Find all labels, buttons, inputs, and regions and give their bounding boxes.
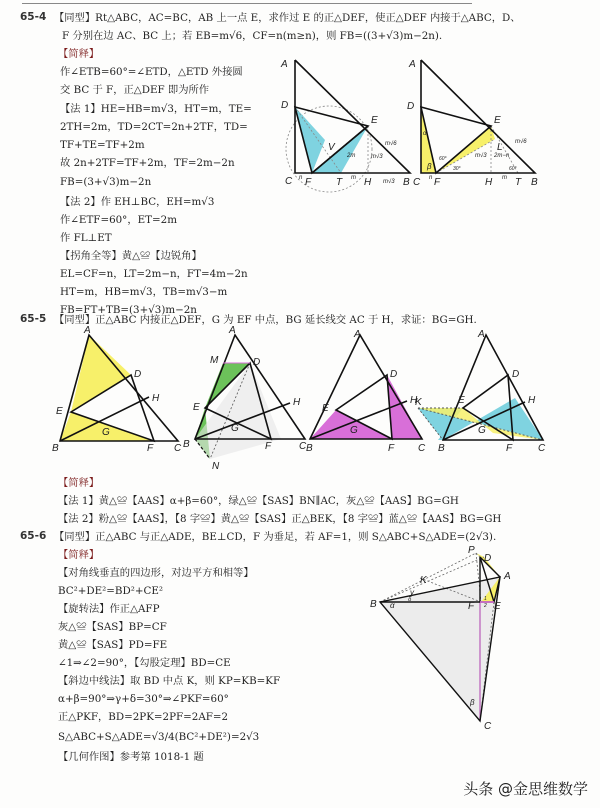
solution-line: 【法 1】黄△≌【AAS】α+β=60°，绿△≌【SAS】BN∥AC，灰△≌【AAS】BG=GH	[58, 495, 459, 507]
solution-line: 灰△≌【SAS】BP=CF	[58, 621, 167, 633]
svg-text:F: F	[388, 443, 395, 454]
svg-text:C: C	[418, 443, 426, 454]
svg-text:M: M	[210, 355, 219, 366]
solution-line: 正△PKF，BD=2PK=2PF=2AF=2	[58, 711, 229, 723]
svg-text:α: α	[423, 131, 427, 137]
top-rule	[22, 3, 472, 4]
svg-text:G: G	[350, 425, 358, 436]
brief-label: 【简释】	[58, 477, 100, 489]
svg-text:D: D	[390, 369, 398, 380]
solution-line: 【几何作图】参考第 1018-1 题	[58, 751, 204, 763]
svg-text:K: K	[420, 575, 427, 586]
problem-statement: 【同型】Rt△ABC，AC=BC，AB 上一点 E，求作过 E 的正△DEF，使正△DEF 内接于△ABC，D、	[54, 12, 521, 24]
svg-text:D: D	[512, 369, 520, 380]
svg-text:F: F	[434, 177, 441, 188]
solution-line: 交 BC 于 F，正△DEF 即为所作	[60, 84, 210, 96]
figure-65-5-cyan	[415, 329, 548, 454]
svg-text:D: D	[134, 369, 142, 380]
svg-text:A: A	[504, 571, 511, 582]
svg-text:C: C	[174, 443, 182, 454]
svg-text:C: C	[285, 176, 293, 187]
solution-line: FB=FT+TB=(3+√3)m−2n	[60, 304, 197, 316]
svg-text:δ: δ	[408, 597, 412, 603]
svg-text:m: m	[502, 175, 507, 181]
figure-65-5-yellow	[52, 325, 182, 454]
svg-text:1: 1	[484, 596, 487, 602]
svg-text:L: L	[497, 142, 503, 153]
svg-text:D: D	[484, 553, 492, 564]
solution-line: EL=CF=n，LT=2m−n，FT=4m−2n	[60, 268, 248, 280]
figure-65-6	[370, 545, 580, 732]
problem-statement-cont: F 分别在边 AC、BC 上；若 EB=m√6，CF=n(m≥n)，则 FB=((3+√3)m−2n).	[62, 30, 443, 42]
svg-text:B: B	[306, 443, 313, 454]
svg-text:n: n	[429, 175, 433, 181]
svg-text:A: A	[281, 59, 288, 70]
svg-text:B: B	[370, 599, 377, 610]
svg-text:C: C	[538, 443, 546, 454]
problem-number: 65-5	[20, 313, 47, 325]
svg-text:β: β	[470, 698, 475, 707]
solution-line: 【斜边中线法】取 BD 中点 K，则 KP=KB=KF	[58, 675, 281, 687]
svg-text:N: N	[212, 461, 220, 472]
svg-text:D: D	[281, 100, 289, 111]
solution-line: FB=(3+√3)m−2n	[60, 176, 152, 188]
svg-text:m√6: m√6	[385, 141, 397, 147]
svg-text:γ: γ	[410, 588, 414, 597]
svg-text:2m−n: 2m−n	[494, 153, 510, 159]
svg-text:H: H	[485, 177, 493, 188]
solution-line: 【法 1】HE=HB=m√3，HT=m，TE=	[60, 103, 252, 115]
solution-line: ∠1⇒∠2=90°，【勾股定理】BD=CE	[58, 657, 231, 669]
solution-line: α+β=90°⇒γ+δ=30°⇒∠PKF=60°	[58, 693, 229, 705]
svg-text:F: F	[265, 441, 272, 452]
svg-text:A: A	[478, 329, 485, 340]
solution-line: 【旋转法】作正△AFP	[58, 603, 160, 615]
svg-text:T: T	[515, 177, 522, 188]
svg-text:B: B	[438, 443, 445, 454]
solution-line: 【对角线垂直的四边形，对边平方和相等】	[58, 567, 254, 579]
svg-text:E: E	[371, 115, 378, 126]
svg-text:B: B	[403, 177, 410, 188]
svg-text:2m: 2m	[347, 153, 356, 159]
svg-text:60°: 60°	[509, 166, 517, 172]
svg-text:F: F	[305, 177, 312, 188]
solution-line: 【拐角全等】黄△≌【边锐角】	[60, 250, 202, 262]
svg-text:60°: 60°	[439, 156, 447, 162]
solution-line: 故 2n+2TF=TF+2m，TF=2m−2n	[60, 157, 235, 169]
svg-text:E: E	[458, 395, 465, 406]
svg-text:30°: 30°	[453, 166, 461, 172]
figure-65-5-magenta	[306, 329, 426, 454]
svg-text:H: H	[410, 395, 418, 406]
svg-text:m√3: m√3	[383, 179, 395, 185]
svg-text:E: E	[494, 115, 501, 126]
svg-text:A: A	[229, 325, 236, 336]
svg-text:E: E	[56, 406, 63, 417]
svg-text:m: m	[351, 175, 356, 181]
problem-statement: 【同型】正△ABC 内接正△DEF，G 为 EF 中点，BG 延长线交 AC 于 H，求证：BG=GH.	[54, 314, 477, 326]
svg-text:H: H	[364, 177, 372, 188]
svg-text:A: A	[84, 325, 91, 336]
svg-text:C: C	[413, 177, 421, 188]
svg-text:H: H	[528, 395, 536, 406]
svg-text:n: n	[299, 175, 303, 181]
brief-label: 【简释】	[58, 48, 100, 60]
solution-line: 黄△≌【SAS】PD=FE	[58, 639, 168, 651]
solution-line: TF+TE=TF+2m	[60, 139, 145, 151]
svg-text:F: F	[506, 443, 513, 454]
svg-text:G: G	[478, 425, 486, 436]
svg-text:m√3: m√3	[475, 153, 487, 159]
svg-text:β: β	[427, 162, 432, 171]
watermark: 头条 @金思维数学	[463, 780, 588, 798]
svg-text:V: V	[328, 142, 335, 153]
problem-number: 65-6	[20, 530, 47, 542]
solution-line: 2TH=2m，TD=2CT=2n+2TF，TD=	[60, 121, 248, 133]
svg-text:A: A	[354, 329, 361, 340]
figure-65-4-circle	[275, 55, 415, 190]
solution-line: 【法 2】粉△≌【AAS】，【8 字≌】黄△≌【SAS】正△BEK，【8 字≌】蓝△≌【AAS】BG=GH	[58, 513, 502, 525]
svg-text:α: α	[390, 601, 395, 610]
svg-text:K: K	[415, 397, 422, 408]
svg-text:D: D	[407, 101, 415, 112]
svg-text:m√6: m√6	[515, 139, 527, 145]
svg-text:E: E	[494, 601, 501, 612]
solution-line: 作∠ETB=60°=∠ETD，△ETD 外接圆	[60, 66, 243, 78]
svg-text:m√3: m√3	[371, 154, 383, 160]
svg-text:H: H	[293, 397, 301, 408]
svg-text:B: B	[52, 443, 59, 454]
problem-number: 65-4	[20, 11, 47, 23]
svg-text:B: B	[183, 439, 190, 450]
problem-statement: 【同型】正△ABC 与正△ADE，BE⊥CD，F 为垂足，若 AF=1，则 S△ABC+S△ADE=(2√3).	[54, 531, 497, 543]
solution-line: 【法 2】作 EH⊥BC，EH=m√3	[60, 196, 215, 208]
figure-65-4-yellow	[405, 55, 545, 190]
svg-text:B: B	[531, 177, 538, 188]
svg-text:C: C	[484, 721, 492, 732]
svg-text:F: F	[147, 443, 154, 454]
svg-text:G: G	[231, 423, 239, 434]
svg-text:P: P	[468, 545, 475, 556]
svg-text:C: C	[299, 441, 307, 452]
solution-line: HT=m，HB=m√3，TB=m√3−m	[60, 286, 228, 298]
solution-line: BC²+DE²=BD²+CE²	[58, 585, 164, 597]
solution-line: 作 FL⊥ET	[60, 232, 112, 244]
svg-text:G: G	[102, 427, 110, 438]
svg-text:2: 2	[484, 603, 487, 609]
svg-text:E: E	[322, 403, 329, 414]
svg-text:D: D	[253, 357, 261, 368]
figure-65-5-green	[183, 325, 307, 475]
svg-text:E: E	[193, 402, 200, 413]
brief-label: 【简释】	[58, 549, 100, 561]
svg-text:F: F	[468, 601, 475, 612]
svg-text:A: A	[409, 59, 416, 70]
svg-text:H: H	[152, 393, 160, 404]
solution-line: 作∠ETF=60°，ET=2m	[60, 214, 177, 226]
svg-text:T: T	[336, 177, 343, 188]
solution-line: S△ABC+S△ADE=√3/4(BC²+DE²)=2√3	[58, 731, 260, 743]
